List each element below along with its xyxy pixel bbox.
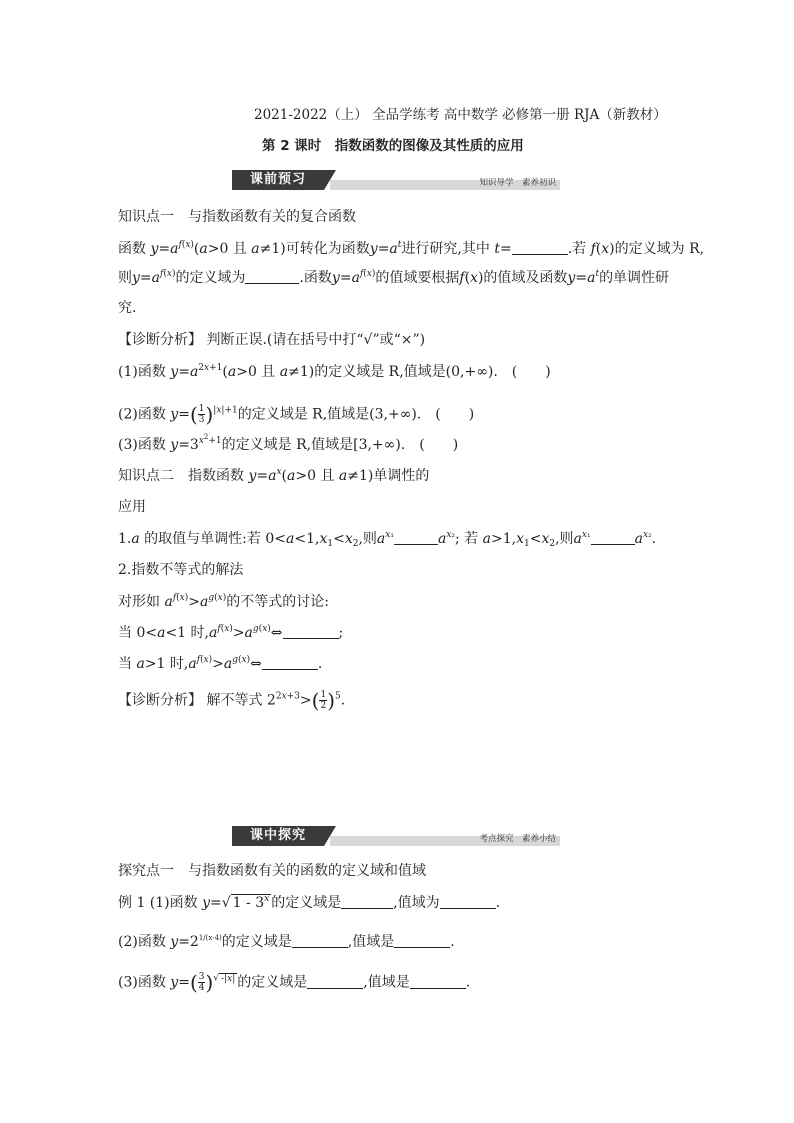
example-1-q2: (2)函数 $y=2^{1/(x-4)}$的定义域是 ,值域是 . bbox=[118, 934, 455, 950]
diagnosis-heading-1: 【诊断分析】 判断正误.(请在括号中打“√”或“×”) bbox=[118, 332, 426, 348]
page-header: 2021-2022（上） 全品学练考 高中数学 必修第一册 RJA（新教材） bbox=[254, 107, 667, 123]
text: 的定义域是 bbox=[221, 934, 292, 950]
text: 的定义域为 R, bbox=[614, 241, 705, 257]
answer-blank[interactable] bbox=[262, 655, 318, 670]
text: >1 时, bbox=[144, 656, 189, 672]
knowledge-point-2-heading: 知识点二 指数函数 $y=a^x(a>0$ 且 a≠1)单调性的 bbox=[118, 467, 430, 484]
text: 当 bbox=[118, 656, 137, 672]
text: .若 bbox=[567, 241, 591, 257]
answer-blank[interactable] bbox=[283, 624, 339, 639]
text: ⇔ bbox=[270, 625, 283, 641]
fraction: $\frac{1}{2}$ bbox=[320, 690, 327, 711]
text: 的值域及函数 bbox=[483, 270, 568, 286]
answer-blank[interactable] bbox=[292, 933, 348, 948]
answer-blank[interactable] bbox=[341, 894, 393, 909]
k2-case-2: 当 a>1 时$,a^{f(x)}>a^{g(x)}\Leftrightarrow$ . bbox=[118, 655, 323, 672]
text: >1, bbox=[490, 531, 517, 547]
text: . bbox=[340, 692, 346, 709]
knowledge-point-1-heading: 知识点一 与指数函数有关的复合函数 bbox=[118, 209, 356, 225]
text: .函数 bbox=[299, 270, 332, 286]
text: (1)函数 bbox=[118, 364, 171, 380]
text: 函数 bbox=[118, 241, 151, 257]
text: (2)函数 bbox=[118, 406, 171, 423]
text: 的不等式的讨论: bbox=[226, 594, 329, 610]
k2-case-1: 当 0<a<1 时$,a^{f(x)}>a^{g(x)}\Leftrightarrow$ ; bbox=[118, 624, 344, 641]
text: ,值域是 bbox=[347, 934, 395, 950]
fraction: $\frac{1}{3}$ bbox=[198, 404, 205, 425]
diagnosis-q3: (3)函数 $y=3^{x^2+1}$的定义域是 R,值域是[3,+∞). ( ) bbox=[118, 433, 459, 453]
text: <1, bbox=[294, 531, 320, 547]
section-banner-explore bbox=[232, 826, 560, 846]
text: 1. bbox=[118, 531, 132, 547]
answer-blank[interactable] bbox=[307, 974, 363, 989]
text: <1 时, bbox=[165, 625, 209, 641]
text: 的定义域是 bbox=[237, 974, 308, 991]
example-1-q3: (3)函数 y=( $\frac{3}{4}$ )$^{√ -|x|}$ 的定义域是 ,值域是 . bbox=[118, 970, 471, 995]
text: ,值域为 bbox=[393, 895, 440, 911]
diagnosis-q1: (1)函数 $y=a^{2x+1}(a>0$ 且 a≠1)的定义域是 R,值域是(0,+∞). ( ) bbox=[118, 363, 551, 380]
k2-item-2: 2.指数不等式的解法 bbox=[118, 562, 244, 578]
k1-paragraph-line1: 函数 $y=a^{f(x)}(a>0$ 且 a≠1)可转化为函数$y=a^t$进行研究,其中 t= .若 f(x)的定义域为 R, bbox=[118, 240, 705, 257]
answer-blank[interactable] bbox=[394, 933, 450, 948]
text: 的值域要根据 bbox=[375, 270, 460, 286]
text: 的单调性研 bbox=[599, 270, 670, 286]
text: 的定义域是 R,值域是[3,+∞). ( ) bbox=[221, 437, 459, 453]
text: 的定义域是 R,值域是(0,+∞). ( ) bbox=[314, 364, 551, 380]
text: ,则 bbox=[555, 531, 574, 547]
text: 的定义域为 bbox=[175, 270, 246, 286]
diagnosis-q2: (2)函数 y=( $\frac{1}{3}$ )$^{|x|+1}$的定义域是 R,值域是(3,+∞). ( ) bbox=[118, 402, 475, 427]
text: ; 若 bbox=[455, 531, 483, 547]
answer-blank[interactable] bbox=[512, 240, 568, 255]
text: 的定义域是 bbox=[271, 895, 342, 911]
banner-subtitle: 考点探究 素养小结 bbox=[479, 834, 556, 844]
text: 例 1 (1)函数 bbox=[118, 895, 203, 911]
answer-blank[interactable] bbox=[410, 974, 466, 989]
text: 进行研究,其中 bbox=[401, 241, 495, 257]
text: 可转化为函数 bbox=[285, 241, 370, 257]
text: (3)函数 bbox=[118, 974, 171, 991]
knowledge-point-2-heading-cont: 应用 bbox=[118, 499, 146, 515]
explore-point-1-heading: 探究点一 与指数函数有关的函数的定义域和值域 bbox=[118, 863, 426, 879]
k1-paragraph-line3: 究. bbox=[118, 300, 137, 316]
text: (2)函数 bbox=[118, 934, 171, 950]
text: 知识点二 指数函数 bbox=[118, 468, 249, 484]
text: 单调性的 bbox=[373, 468, 430, 484]
text: 则 bbox=[118, 270, 132, 286]
k2-item-1: 1.a 的取值与单调性:若 $0<a<1,x_1<x_2$,则$a^{x_1}$ $a^{x_2}$; 若 $a>1,x_1<x_2$,则$a^{x_1}$ $a^{x_2}$. bbox=[118, 530, 657, 549]
example-1-q1: 例 1 (1)函数 y=√ 1 - 3$^x$ 的定义域是 ,值域为 . bbox=[118, 894, 501, 911]
answer-blank[interactable] bbox=[591, 530, 635, 545]
text: (3)函数 bbox=[118, 437, 171, 453]
diagnosis-2: 【诊断分析】 解不等式 $2^{2x+3}>$( $\frac{1}{2}$ )$^5$. bbox=[118, 688, 346, 713]
text: 当 0< bbox=[118, 625, 158, 641]
text: ,值域是 bbox=[363, 974, 410, 991]
text: 的定义域是 R,值域是(3,+∞). ( ) bbox=[237, 406, 475, 423]
text: ⇔ bbox=[250, 656, 262, 672]
answer-blank[interactable] bbox=[245, 269, 299, 284]
k2-inequality-intro: 对形如 $a^{f(x)}>a^{g(x)}$的不等式的讨论: bbox=[118, 593, 329, 610]
text: ,则 bbox=[358, 531, 377, 547]
banner-subtitle: 知识导学 素养初识 bbox=[479, 178, 556, 188]
section-banner-preview bbox=[232, 170, 560, 190]
banner-label: 课前预习 bbox=[232, 170, 324, 190]
banner-label: 课中探究 bbox=[232, 826, 324, 846]
answer-blank[interactable] bbox=[440, 894, 496, 909]
text: 【诊断分析】 解不等式 bbox=[118, 692, 267, 709]
fraction: $\frac{3}{4}$ bbox=[198, 972, 205, 993]
answer-blank[interactable] bbox=[394, 530, 438, 545]
text: 的取值与单调性:若 0< bbox=[139, 531, 286, 547]
k1-paragraph-line2: 则$y=a^{f(x)}$的定义域为 .函数$y=a^{f(x)}$的值域要根据f(x)的值域及函数$y=a^t$的单调性研 bbox=[118, 269, 670, 286]
lesson-title: 第 2 课时 指数函数的图像及其性质的应用 bbox=[262, 138, 524, 154]
text: 对形如 bbox=[118, 594, 165, 610]
